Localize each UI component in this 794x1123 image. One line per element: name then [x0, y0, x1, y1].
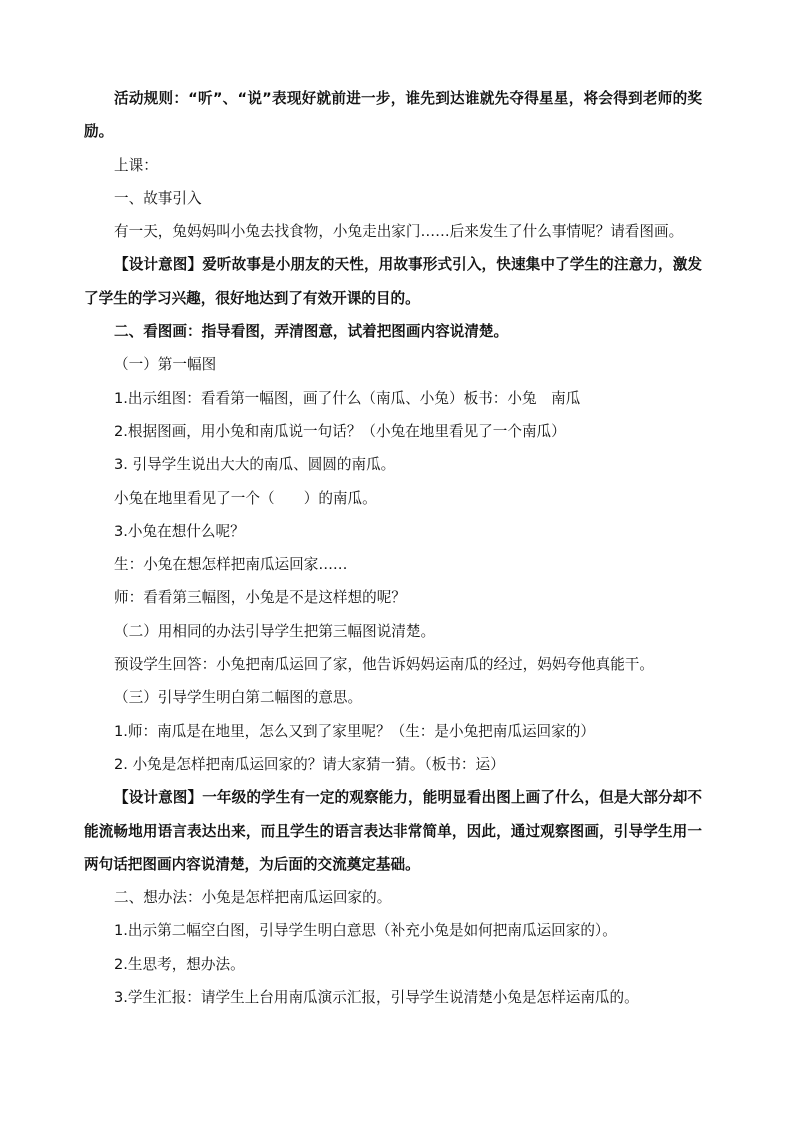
design-intent-paragraph-2: 【设计意图】一年级的学生有一定的观察能力，能明显看出图上画了什么，但是大部分却不能流畅地用语言表达出来，而且学生的语言表达非常简单，因此，通过观察图画，引导学生用一两句话把图画内容说清楚，为后面的交流奠定基础。	[84, 789, 702, 873]
list-item: 3.小兔在想什么呢？	[114, 522, 245, 540]
document-page	[84, 82, 702, 1014]
story-paragraph: 有一天，兔妈妈叫小兔去找食物，小兔走出家门……后来发生了什么事情呢？请看图画。	[114, 223, 684, 241]
list-item: 3. 引导学生说出大大的南瓜、圆圆的南瓜。	[114, 456, 396, 474]
list-item: 1.出示组图：看看第一幅图，画了什么（南瓜、小兔）板书：小兔 南瓜	[114, 389, 581, 407]
design-intent-paragraph-1: 【设计意图】爱听故事是小朋友的天性，用故事形式引入，快速集中了学生的注意力，激发了学生的学习兴趣，很好地达到了有效开课的目的。	[84, 256, 702, 307]
activity-rules-paragraph: 活动规则：“听”、“说”表现好就前进一步，谁先到达谁就先夺得星星，将会得到老师的奖励。	[84, 90, 702, 141]
subheading-picture-1: （一）第一幅图	[114, 356, 217, 374]
list-item: 2. 小兔是怎样把南瓜运回家的？请大家猜一猜。（板书：运）	[114, 755, 505, 773]
subheading-picture-2: （三）引导学生明白第二幅图的意思。	[114, 689, 363, 707]
list-item: 2.生思考，想办法。	[114, 955, 245, 973]
section-heading-find-ways: 二、想办法：小兔是怎样把南瓜运回家的。	[114, 889, 392, 907]
list-item: 3.学生汇报：请学生上台用南瓜演示汇报，引导学生说清楚小兔是怎样运南瓜的。	[114, 989, 639, 1007]
expected-answer: 预设学生回答：小兔把南瓜运回了家，他告诉妈妈运南瓜的经过，妈妈夸他真能干。	[114, 656, 654, 674]
fill-in-sentence: 小兔在地里看见了一个（ ）的南瓜。	[114, 489, 377, 507]
section-heading-look-at-pictures: 二、看图画：指导看图，弄清图意，试着把图画内容说清楚。	[114, 323, 509, 341]
teacher-line: 师：看看第三幅图，小兔是不是这样想的呢？	[114, 589, 406, 607]
list-item: 1.出示第二幅空白图，引导学生明白意思（补充小兔是如何把南瓜运回家的）。	[114, 922, 617, 940]
list-item: 2.根据图画，用小兔和南瓜说一句话？（小兔在地里看见了一个南瓜）	[114, 422, 566, 440]
section-heading-story-intro: 一、故事引入	[114, 189, 202, 207]
class-start-label: 上课：	[114, 156, 158, 174]
list-item: 1.师：南瓜是在地里，怎么又到了家里呢？（生：是小兔把南瓜运回家的）	[114, 722, 595, 740]
student-line: 生：小兔在想怎样把南瓜运回家……	[114, 556, 348, 574]
subheading-picture-3: （二）用相同的办法引导学生把第三幅图说清楚。	[114, 622, 436, 640]
